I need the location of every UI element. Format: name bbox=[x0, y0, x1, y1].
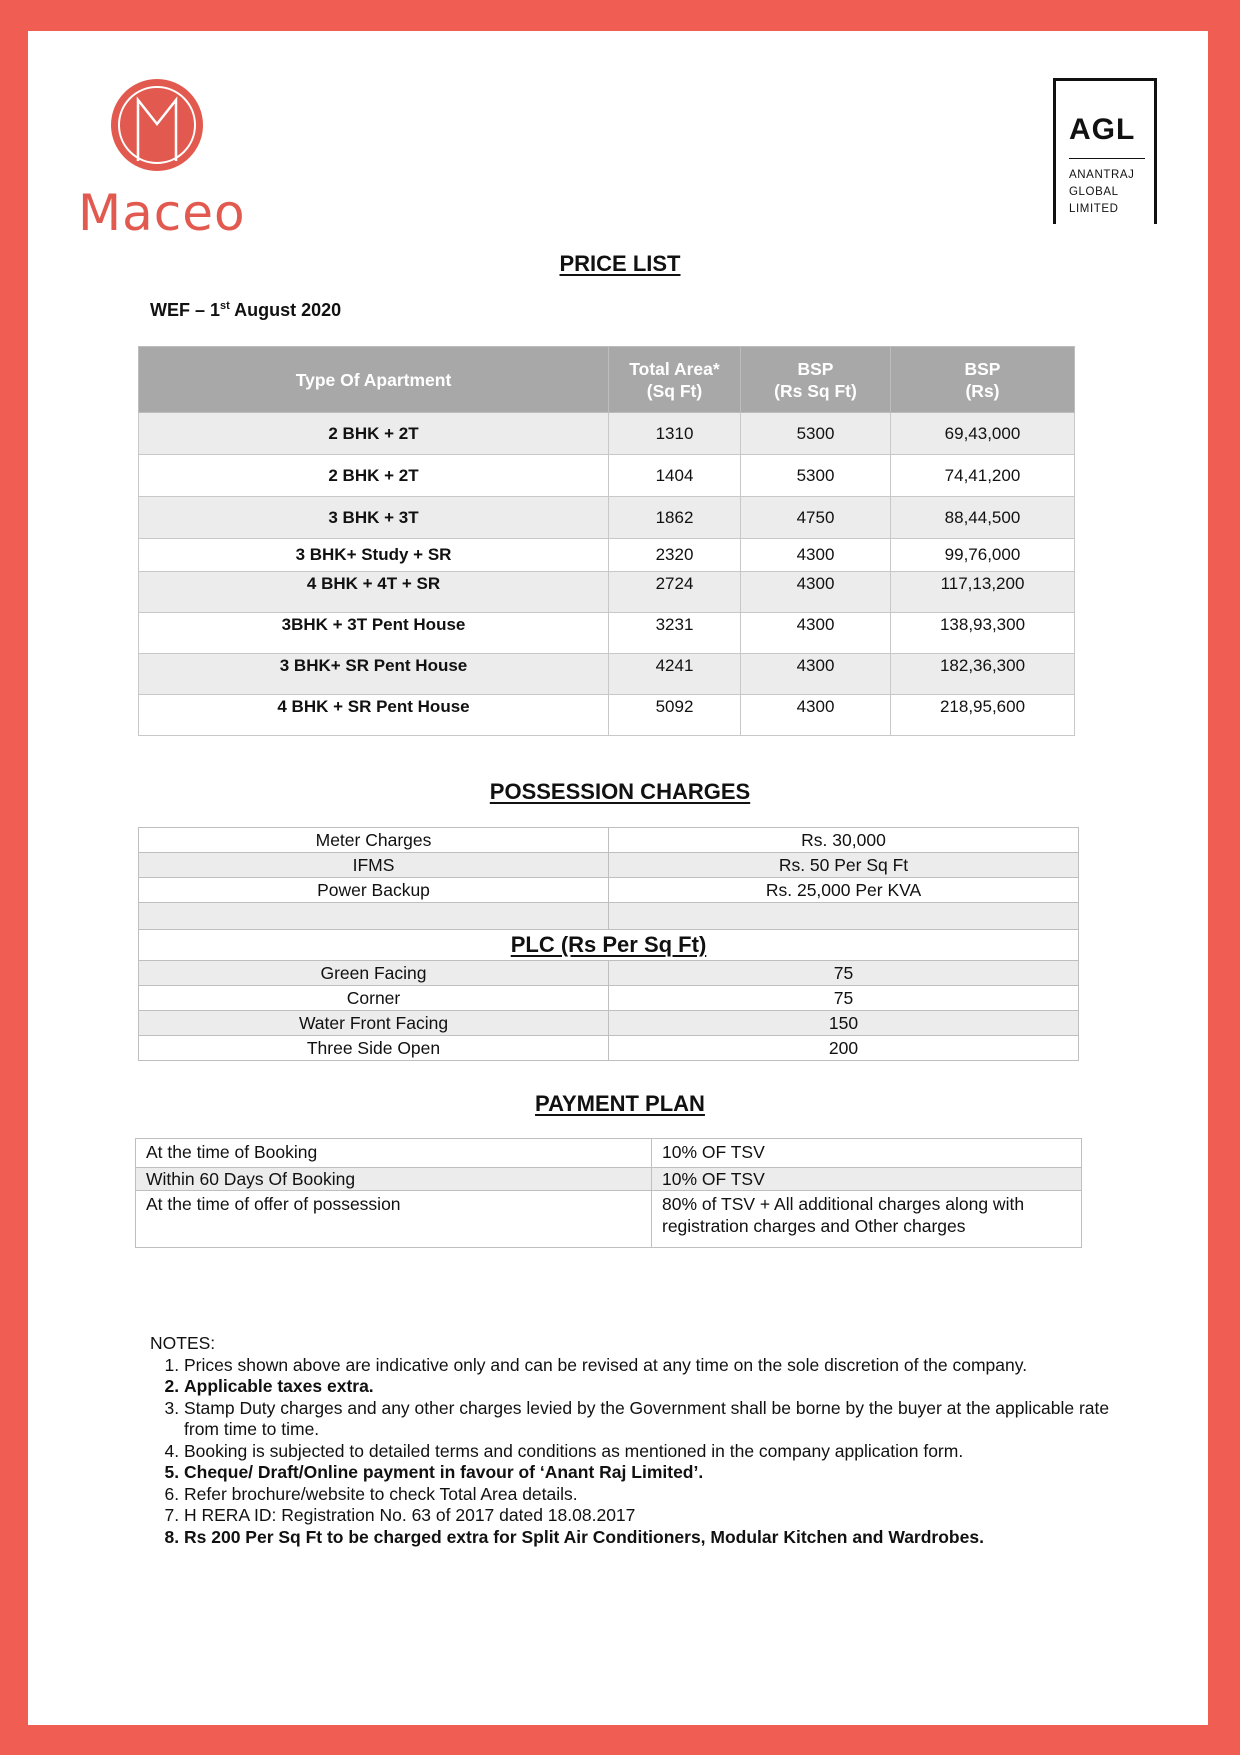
agl-fullname: ANANTRAJ GLOBAL LIMITED bbox=[1069, 169, 1135, 215]
table-row: 2 BHK + 2T 1310 5300 69,43,000 bbox=[139, 413, 1075, 455]
table-row: IFMS Rs. 50 Per Sq Ft bbox=[139, 853, 1079, 878]
price-table bbox=[138, 346, 1075, 736]
table-row: Water Front Facing 150 bbox=[139, 1011, 1079, 1036]
table-row: Green Facing 75 bbox=[139, 961, 1079, 986]
list-item: 8. Rs 200 Per Sq Ft to be charged extra for Split Air Conditioners, Modular Kitchen and Wardrobes. bbox=[184, 1527, 1110, 1549]
col-area: Total Area* (Sq Ft) bbox=[609, 347, 741, 413]
list-item: 5. Cheque/ Draft/Online payment in favour of ‘Anant Raj Limited’. bbox=[184, 1462, 1110, 1484]
plc-heading-row bbox=[139, 930, 1079, 961]
list-item: 7. H RERA ID: Registration No. 63 of 2017 dated 18.08.2017 bbox=[184, 1505, 1110, 1527]
list-item: 1. Prices shown above are indicative only and can be revised at any time on the sole discretion of the company. bbox=[184, 1355, 1110, 1377]
table-row: Corner 75 bbox=[139, 986, 1079, 1011]
maceo-logo bbox=[78, 76, 246, 242]
table-row: 2 BHK + 2T 1404 5300 74,41,200 bbox=[139, 455, 1075, 497]
table-row: 3 BHK+ SR Pent House 4241 4300 182,36,300 bbox=[139, 654, 1075, 695]
possession-heading: POSSESSION CHARGES bbox=[489, 779, 751, 804]
table-row: Meter Charges Rs. 30,000 bbox=[139, 828, 1079, 853]
table-row: At the time of Booking 10% OF TSV bbox=[136, 1139, 1082, 1168]
price-list-heading: PRICE LIST bbox=[559, 251, 681, 276]
price-table-header bbox=[139, 347, 1075, 413]
col-bsp-rate: BSP (Rs Sq Ft) bbox=[741, 347, 891, 413]
table-row: Within 60 Days Of Booking 10% OF TSV bbox=[136, 1168, 1082, 1191]
notes-section bbox=[150, 1333, 1110, 1548]
payment-table bbox=[135, 1138, 1082, 1248]
table-row: 3 BHK+ Study + SR 2320 4300 99,76,000 bbox=[139, 539, 1075, 572]
list-item: 4. Booking is subjected to detailed terms and conditions as mentioned in the company application form. bbox=[184, 1441, 1110, 1463]
maceo-emblem-icon bbox=[78, 76, 246, 186]
table-row: 4 BHK + 4T + SR 2724 4300 117,13,200 bbox=[139, 572, 1075, 613]
table-row: 3BHK + 3T Pent House 3231 4300 138,93,300 bbox=[139, 613, 1075, 654]
agl-logo bbox=[1053, 78, 1157, 224]
possession-table bbox=[138, 827, 1079, 1061]
plc-heading: PLC (Rs Per Sq Ft) bbox=[139, 930, 1079, 961]
brand-wordmark: Maceo bbox=[78, 184, 246, 242]
payment-heading: PAYMENT PLAN bbox=[535, 1091, 705, 1116]
agl-divider bbox=[1069, 158, 1145, 159]
agl-short: AGL bbox=[1069, 113, 1136, 146]
table-row: 4 BHK + SR Pent House 5092 4300 218,95,600 bbox=[139, 695, 1075, 736]
table-row: Three Side Open 200 bbox=[139, 1036, 1079, 1061]
notes-list bbox=[150, 1355, 1110, 1549]
notes-title: NOTES: bbox=[150, 1333, 216, 1353]
table-row: At the time of offer of possession 80% of TSV + All additional charges along with registration charges and Other charges bbox=[136, 1191, 1082, 1248]
col-bsp-total: BSP (Rs) bbox=[891, 347, 1075, 413]
list-item: 6. Refer brochure/website to check Total Area details. bbox=[184, 1484, 1110, 1506]
wef-date: WEF – 1st August 2020 bbox=[150, 300, 342, 320]
blank-row bbox=[139, 903, 1079, 930]
table-row: Power Backup Rs. 25,000 Per KVA bbox=[139, 878, 1079, 903]
col-type: Type Of Apartment bbox=[139, 347, 609, 413]
table-row: 3 BHK + 3T 1862 4750 88,44,500 bbox=[139, 497, 1075, 539]
list-item: 2. Applicable taxes extra. bbox=[184, 1376, 1110, 1398]
list-item: 3. Stamp Duty charges and any other charges levied by the Government shall be borne by the buyer at the applicable rate from time to time. bbox=[184, 1398, 1110, 1441]
